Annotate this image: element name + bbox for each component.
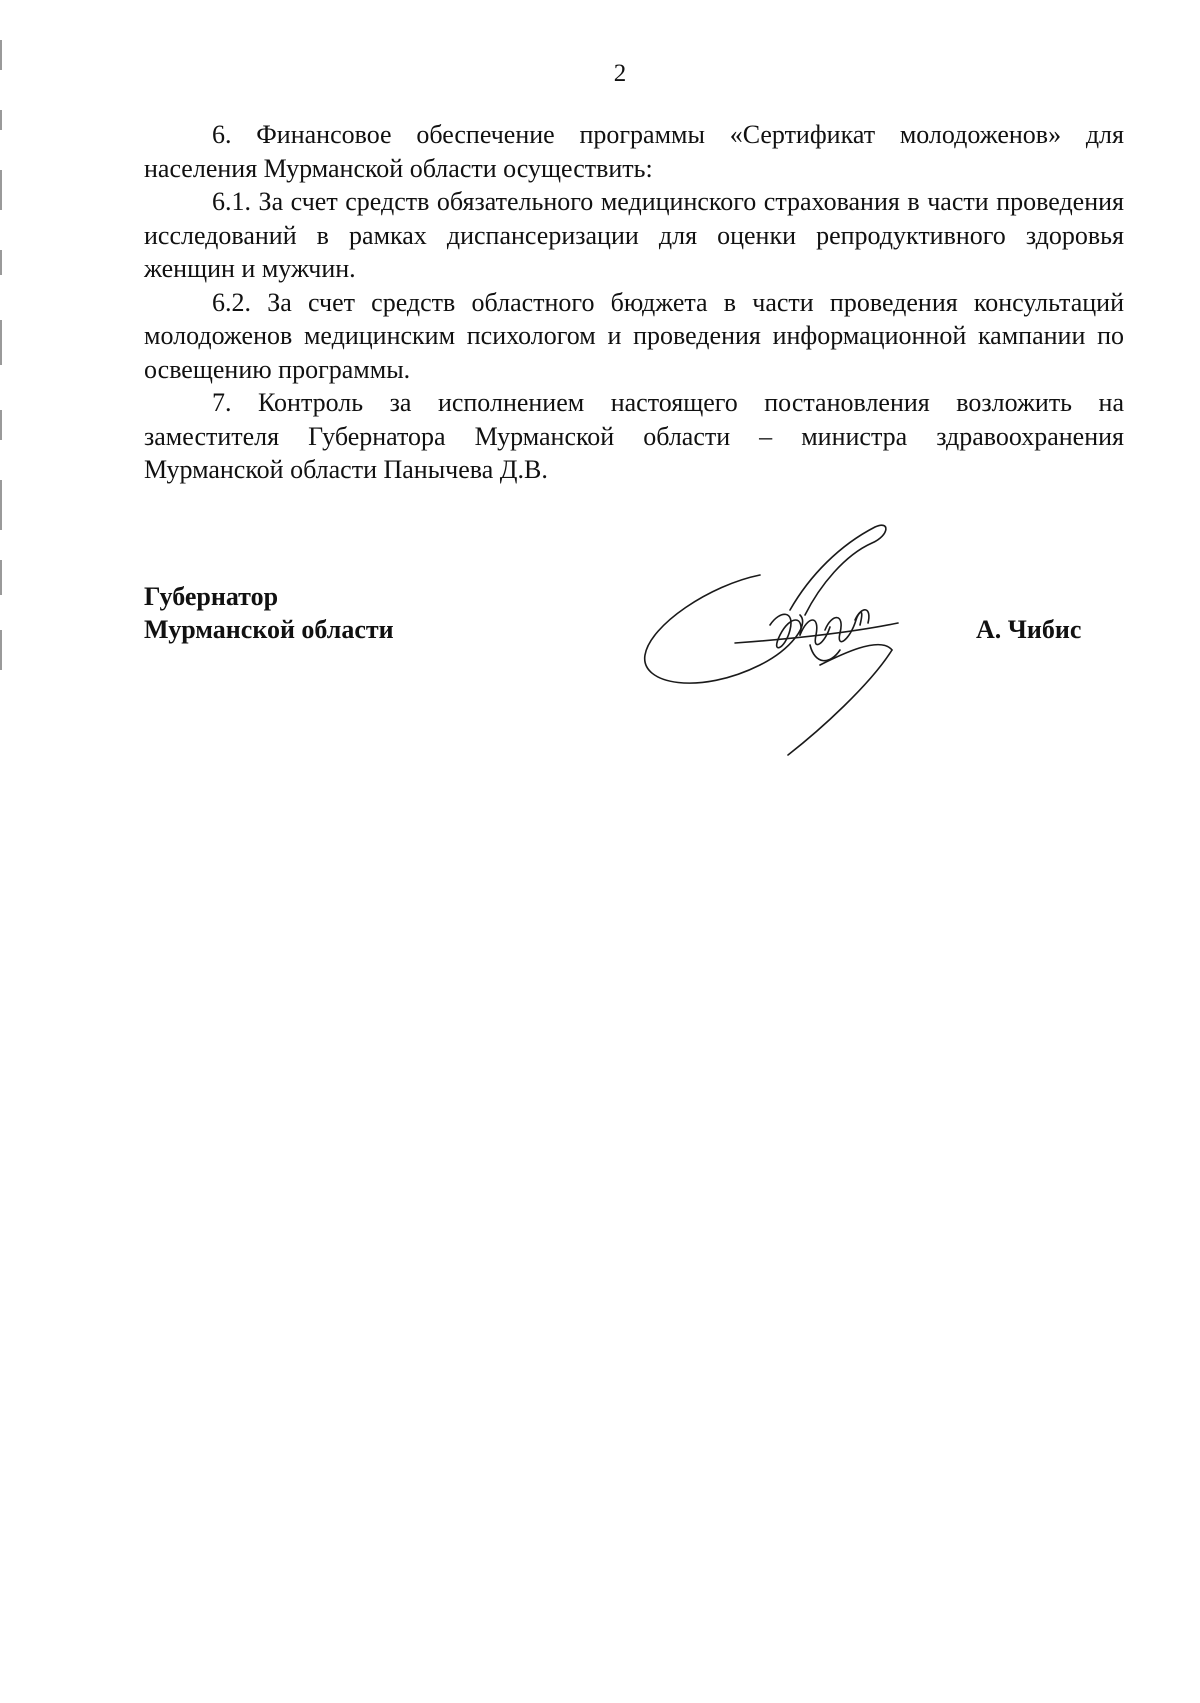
page-number: 2 bbox=[613, 60, 627, 87]
position-line-2: Мурманской области bbox=[144, 615, 394, 644]
paragraph-6-1: 6.1. За счет средств обязательного медицинского страхования в части проведения исследований в рамках диспансеризации для оценки репродуктивного здоровья женщин и мужчин. bbox=[144, 187, 1124, 283]
document-body bbox=[144, 118, 1124, 487]
scan-margin-marks bbox=[0, 0, 4, 700]
paragraph-6: 6. Финансовое обеспечение программы «Сертификат молодоженов» для населения Мурманской области осуществить: bbox=[144, 120, 1124, 183]
signatory-position bbox=[144, 580, 394, 646]
handwritten-signature bbox=[640, 515, 930, 765]
paragraph-6-2: 6.2. За счет средств областного бюджета в части проведения консультаций молодоженов медицинским психологом и проведения информационной кампании по освещению программы. bbox=[144, 287, 1124, 384]
position-line-1: Губернатор bbox=[144, 582, 279, 611]
paragraph-7: 7. Контроль за исполнением настоящего постановления возложить на заместителя Губернатора Мурманской области – министра здравоохранения Мурманской области Панычева Д.В. bbox=[144, 388, 1124, 484]
signatory-name: А. Чибис bbox=[976, 615, 1082, 644]
